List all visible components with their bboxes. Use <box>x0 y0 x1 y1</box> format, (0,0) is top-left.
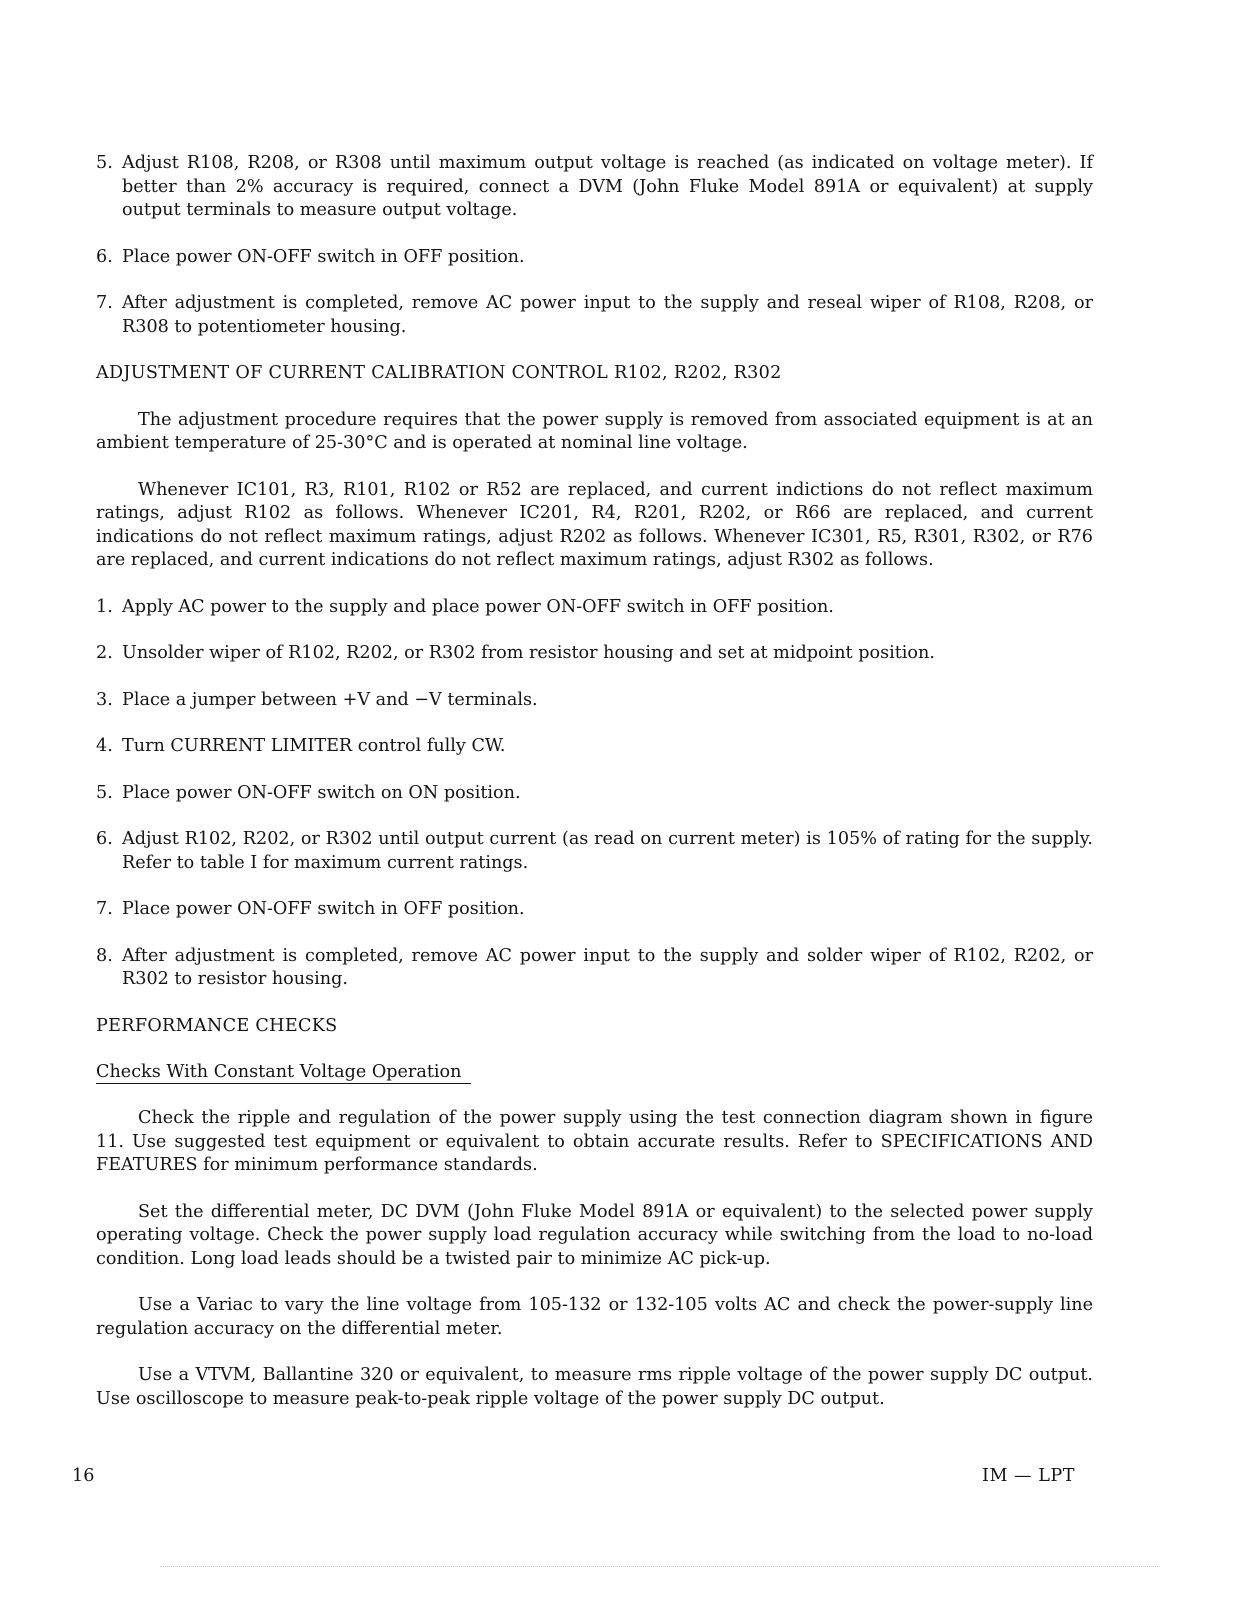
step-text: After adjustment is completed, remove AC power input to the supply and reseal wiper of R108, R208, or R308 to potentiometer housing. <box>122 293 1093 337</box>
paragraph: Whenever IC101, R3, R101, R102 or R52 are replaced, and current indictions do not reflect maximum ratings, adjust R102 as follows. Whenever IC201, R4, R201, R202, or R66 are replaced, and current indications do not reflect maximum ratings, adjust R202 as follows. Whenever IC301, R5, R301, R302, or R76 are replaced, and current indications do not reflect maximum ratings, adjust R302 as follows. <box>96 479 1093 570</box>
page-content <box>96 152 1093 1434</box>
section-heading-current-calibration: ADJUSTMENT OF CURRENT CALIBRATION CONTROL R102, R202, R302 <box>96 363 782 383</box>
list-item <box>96 596 1093 620</box>
step-number: 2. <box>96 643 113 663</box>
paragraph: Set the differential meter, DC DVM (John Fluke Model 891A or equivalent) to the selected power supply operating voltage. Check the power supply load regulation accuracy while switching from the load to no-load condition. Long load leads should be a twisted pair to minimize AC pick-up. <box>96 1201 1093 1269</box>
step-number: 7. <box>96 899 113 919</box>
step-text: After adjustment is completed, remove AC power input to the supply and solder wiper of R102, R202, or R302 to resistor housing. <box>122 945 1093 989</box>
step-number: 4. <box>96 736 113 756</box>
step-number: 6. <box>96 829 113 849</box>
step-text: Place power ON-OFF switch in OFF position. <box>122 246 525 267</box>
step-number: 3. <box>96 689 113 710</box>
paragraph: The adjustment procedure requires that the power supply is removed from associated equipment is at an ambient temperature of 25-30°C and is operated at nominal line voltage. <box>96 409 1093 453</box>
list-item <box>96 828 1093 875</box>
list-item <box>96 246 1093 270</box>
list-item <box>96 735 1093 759</box>
paragraph: Check the ripple and regulation of the power supply using the test connection diagram shown in figure 11. Use suggested test equipment or equivalent to obtain accurate results. Refer to SPECIFICATIONS AND FEATURES for minimum performance standards. <box>96 1108 1093 1175</box>
step-number: 6. <box>96 246 113 267</box>
list-item <box>96 292 1093 339</box>
step-text: Adjust R102, R202, or R302 until output current (as read on current meter) is 105% of rating for the supply. Refer to table I for maximum current ratings. <box>122 829 1093 873</box>
list-item <box>96 782 1093 806</box>
step-text: Apply AC power to the supply and place power ON-OFF switch in OFF position. <box>122 596 834 617</box>
paragraph: Use a Variac to vary the line voltage from 105-132 or 132-105 volts AC and check the power-supply line regulation accuracy on the differential meter. <box>96 1295 1093 1339</box>
step-number: 7. <box>96 293 113 313</box>
list-item <box>96 898 1093 922</box>
step-text: Adjust R108, R208, or R308 until maximum output voltage is reached (as indicated on voltage meter). If better than 2% accuracy is required, connect a DVM (John Fluke Model 891A or equivalent) at supply output terminals to measure output voltage. <box>122 153 1093 220</box>
document-code: IM — LPT <box>982 1466 1075 1486</box>
list-item <box>96 689 1093 713</box>
step-number: 1. <box>96 596 113 617</box>
paragraph: Use a VTVM, Ballantine 320 or equivalent, to measure rms ripple voltage of the power supply DC output. Use oscilloscope to measure peak-to-peak ripple voltage of the power supply DC output. <box>96 1365 1093 1409</box>
page-number: 16 <box>72 1466 95 1486</box>
step-text: Place power ON-OFF switch on ON position. <box>122 782 521 803</box>
step-number: 5. <box>96 782 113 803</box>
section-heading-performance-checks: PERFORMANCE CHECKS <box>96 1015 338 1036</box>
subheading-constant-voltage: Checks With Constant Voltage Operation <box>96 1062 471 1084</box>
step-text: Place a jumper between +V and −V terminals. <box>122 689 538 710</box>
page-edge-divider <box>160 1566 1160 1567</box>
step-text: Place power ON-OFF switch in OFF position. <box>122 899 525 919</box>
list-item <box>96 152 1093 223</box>
list-item <box>96 945 1093 992</box>
list-item <box>96 642 1093 666</box>
subheading-wrapper <box>96 1061 1093 1107</box>
step-number: 5. <box>96 153 113 173</box>
step-text: Unsolder wiper of R102, R202, or R302 from resistor housing and set at midpoint position. <box>122 643 935 663</box>
step-text: Turn CURRENT LIMITER control fully CW. <box>122 736 506 756</box>
step-number: 8. <box>96 945 113 966</box>
